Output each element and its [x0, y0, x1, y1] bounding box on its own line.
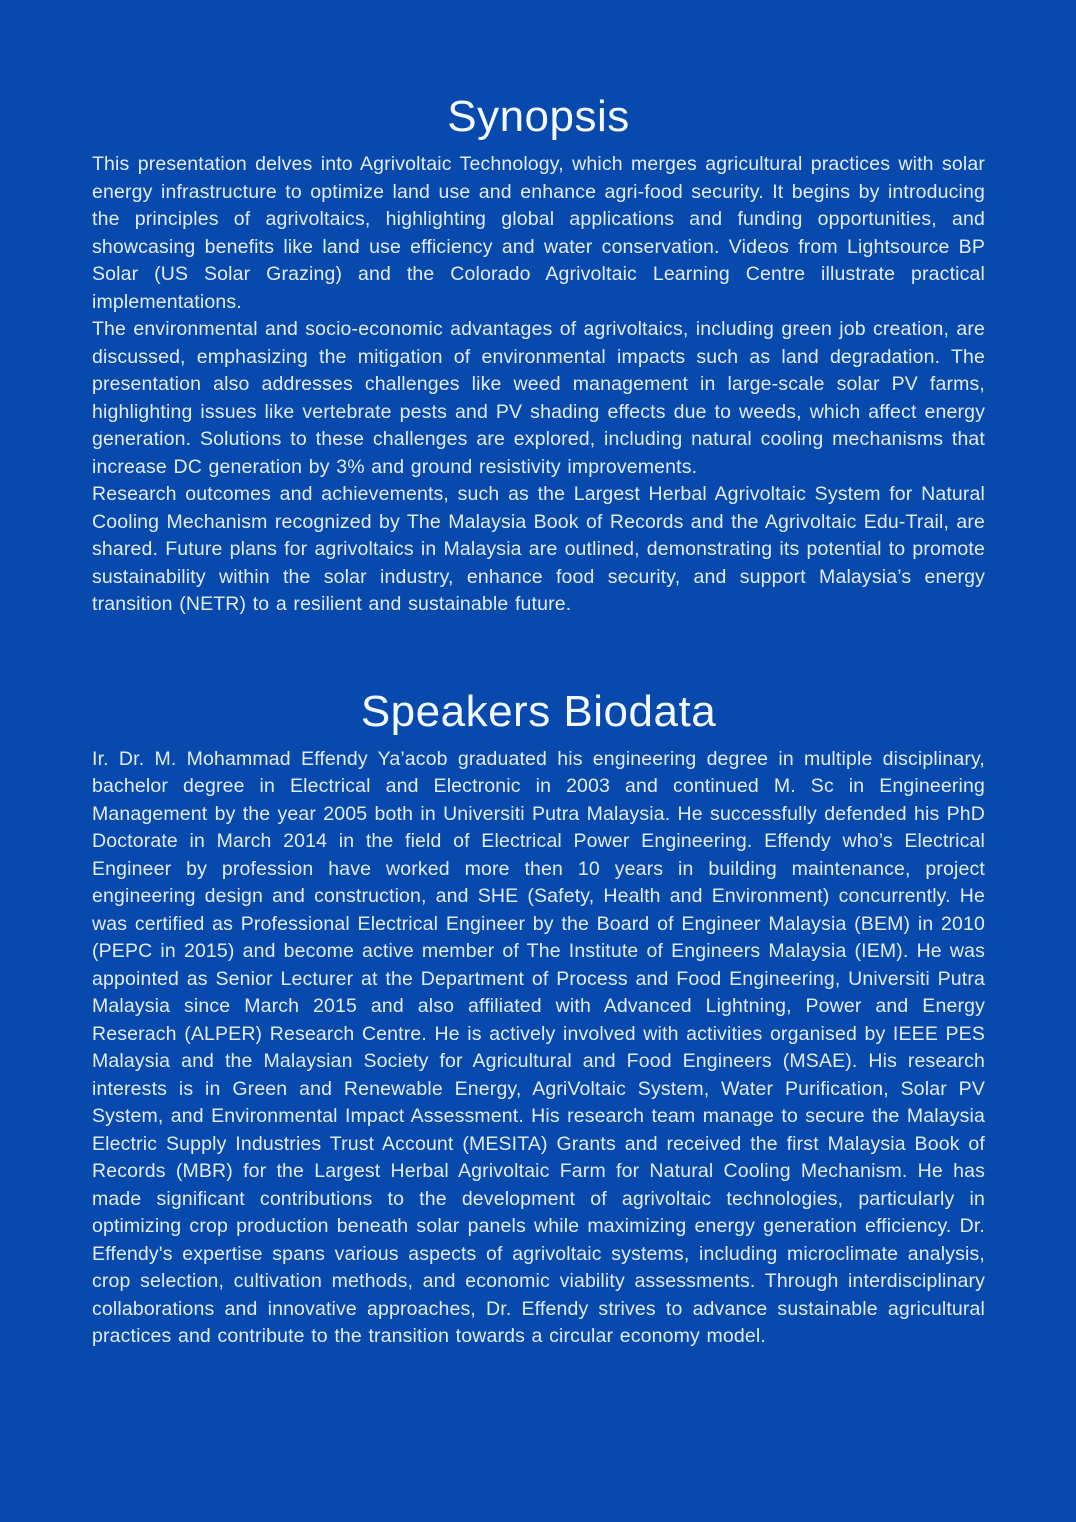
synopsis-paragraph-1: This presentation delves into Agrivoltaic Technology, which merges agricultural practices with solar energy infrastructure to optimize land use and enhance agri-food security. It begins by introducing the principles of agrivoltaics, highlighting global applications and funding opportunities, and showcasing benefits like land use efficiency and water conservation. Videos from Lightsource BP Solar (US Solar Grazing) and the Colorado Agrivoltaic Learning Centre illustrate practical implementations.	[92, 153, 985, 313]
synopsis-section	[92, 92, 985, 619]
synopsis-paragraph-3: Research outcomes and achievements, such as the Largest Herbal Agrivoltaic System for Natural Cooling Mechanism recognized by The Malaysia Book of Records and the Agrivoltaic Edu-Trail, are shared. Future plans for agrivoltaics in Malaysia are outlined, demonstrating its potential to promote sustainability within the solar industry, enhance food security, and support Malaysia’s energy transition (NETR) to a resilient and sustainable future.	[92, 483, 985, 616]
synopsis-title: Synopsis	[447, 92, 630, 141]
synopsis-paragraph-2: The environmental and socio-economic advantages of agrivoltaics, including green job creation, are discussed, emphasizing the mitigation of environmental impacts such as land degradation. The presentation also addresses challenges like weed management in large-scale solar PV farms, highlighting issues like vertebrate pests and PV shading effects due to weeds, which affect energy generation. Solutions to these challenges are explored, including natural cooling mechanisms that increase DC generation by 3% and ground resistivity improvements.	[92, 318, 985, 478]
speakers-biodata-title: Speakers Biodata	[360, 686, 717, 736]
speakers-biodata-body	[92, 746, 985, 1351]
speakers-biodata-paragraph-1: Ir. Dr. M. Mohammad Effendy Ya’acob graduated his engineering degree in multiple disciplinary, bachelor degree in Electrical and Electronic in 2003 and continued M. Sc in Engineering Management by the year 2005 both in Universiti Putra Malaysia. He successfully defended his PhD Doctorate in March 2014 in the field of Electrical Power Engineering. Effendy who’s Electrical Engineer by profession have worked more then 10 years in building maintenance, project engineering design and construction, and SHE (Safety, Health and Environment) concurrently. He was certified as Professional Electrical Engineer by the Board of Engineer Malaysia (BEM) in 2010 (PEPC in 2015) and become active member of The Institute of Engineers Malaysia (IEM). He was appointed as Senior Lecturer at the Department of Process and Food Engineering, Universiti Putra Malaysia since March 2015 and also affiliated with Advanced Lightning, Power and Energy Reserach (ALPER) Research Centre. He is actively involved with activities organised by IEEE PES Malaysia and the Malaysian Society for Agricultural and Food Engineers (MSAE). His research interests is in Green and Renewable Energy, AgriVoltaic System, Water Purification, Solar PV System, and Environmental Impact Assessment. His research team manage to secure the Malaysia Electric Supply Industries Trust Account (MESITA) Grants and received the first Malaysia Book of Records (MBR) for the Largest Herbal Agrivoltaic Farm for Natural Cooling Mechanism. He has made significant contributions to the development of agrivoltaic technologies, particularly in optimizing crop production beneath solar panels while maximizing energy generation efficiency. Dr. Effendy's expertise spans various aspects of agrivoltaic systems, including microclimate analysis, crop selection, cultivation methods, and economic viability assessments. Through interdisciplinary collaborations and innovative approaches, Dr. Effendy strives to advance sustainable agricultural practices and contribute to the transition towards a circular economy model.	[92, 747, 985, 1348]
speakers-biodata-section	[92, 687, 985, 1351]
synopsis-body	[92, 151, 985, 619]
